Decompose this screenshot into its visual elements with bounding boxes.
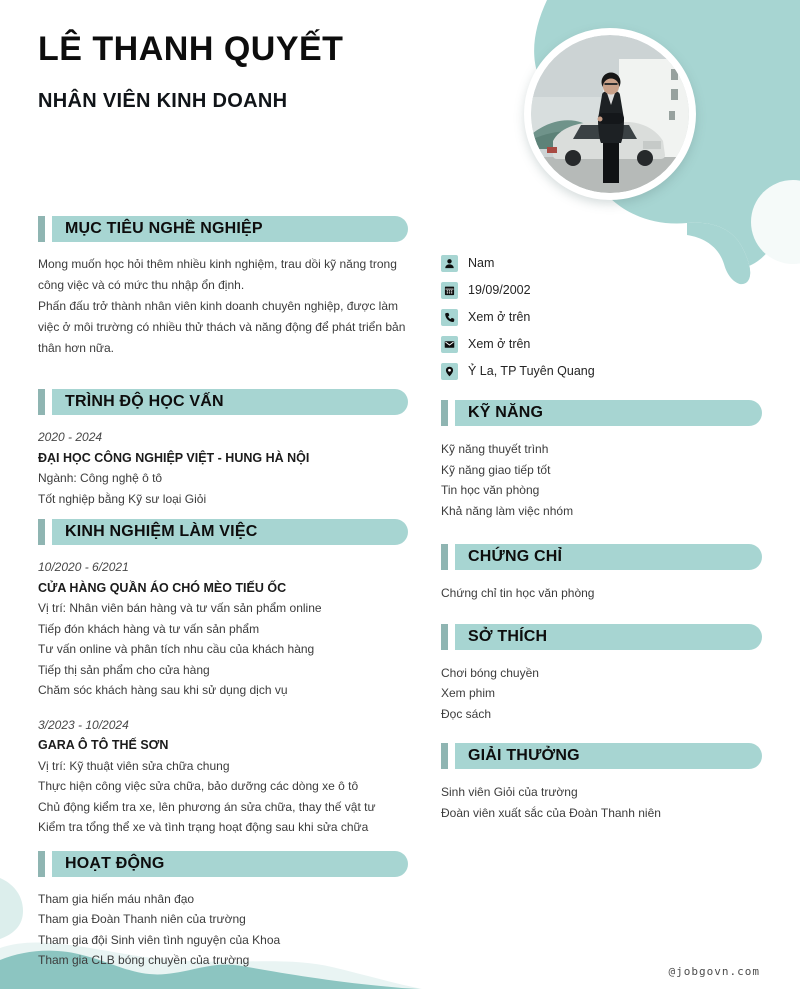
education-period: 2020 - 2024 xyxy=(38,430,103,444)
section-header-awards xyxy=(441,743,762,769)
activity-item: Tham gia đội Sinh viên tình nguyện của Khoa xyxy=(38,932,281,947)
awards-list xyxy=(441,782,762,823)
section-accent-bar xyxy=(38,519,45,545)
candidate-name: LÊ THANH QUYẾT xyxy=(38,30,344,68)
section-title-education: TRÌNH ĐỘ HỌC VẤN xyxy=(52,389,408,415)
section-title-experience: KINH NGHIỆM LÀM VIỆC xyxy=(52,519,408,545)
info-row-address xyxy=(441,363,762,380)
section-header-activities xyxy=(38,851,408,877)
objective-text xyxy=(38,254,408,359)
info-value-birthdate: 19/09/2002 xyxy=(468,283,531,297)
skill-item: Khả năng làm việc nhóm xyxy=(441,503,574,518)
job-detail: Chủ động kiểm tra xe, lên phương án sửa chữa, thay thế vật tư xyxy=(38,799,376,814)
section-header-education xyxy=(38,389,408,415)
section-title-objective: MỤC TIÊU NGHỀ NGHIỆP xyxy=(52,216,408,242)
skill-item: Kỹ năng thuyết trình xyxy=(441,442,549,456)
certificates-list xyxy=(441,583,762,604)
job-detail: Vị trí: Kỹ thuật viên sửa chữa chung xyxy=(38,758,230,773)
award-item: Đoàn viên xuất sắc của Đoàn Thanh niên xyxy=(441,805,661,820)
section-accent-bar xyxy=(441,400,448,426)
calendar-icon xyxy=(441,282,458,299)
activity-item: Tham gia CLB bóng chuyền của trường xyxy=(38,953,250,967)
job-detail: Kiểm tra tổng thể xe và tình trạng hoạt động sau khi sửa chữa xyxy=(38,820,369,834)
activities-list xyxy=(38,889,408,971)
section-accent-bar xyxy=(38,216,45,242)
education-detail: Tốt nghiệp bằng Kỹ sư loại Giỏi xyxy=(38,491,207,506)
section-title-certificates: CHỨNG CHỈ xyxy=(455,544,762,570)
hobby-item: Chơi bóng chuyền xyxy=(441,665,539,680)
skills-list xyxy=(441,439,762,521)
hobby-item: Đọc sách xyxy=(441,706,492,721)
phone-icon xyxy=(441,309,458,326)
award-item: Sinh viên Giỏi của trường xyxy=(441,785,578,799)
info-row-gender xyxy=(441,255,762,272)
section-title-skills: KỸ NĂNG xyxy=(455,400,762,426)
skill-item: Tin học văn phòng xyxy=(441,483,540,497)
person-icon xyxy=(441,255,458,272)
info-row-birthdate xyxy=(441,282,762,299)
certificate-item: Chứng chỉ tin học văn phòng xyxy=(441,586,595,600)
section-header-skills xyxy=(441,400,762,426)
info-row-phone xyxy=(441,309,762,326)
job-company: GARA Ô TÔ THẾ SƠN xyxy=(38,738,169,752)
watermark-text: @jobgovn.com xyxy=(668,965,760,978)
job-entry xyxy=(38,557,408,701)
skill-item: Kỹ năng giao tiếp tốt xyxy=(441,462,551,477)
section-accent-bar xyxy=(441,743,448,769)
info-value-gender: Nam xyxy=(468,256,495,270)
info-value-email: Xem ở trên xyxy=(468,337,531,351)
info-value-phone: Xem ở trên xyxy=(468,310,531,324)
section-title-awards: GIẢI THƯỞNG xyxy=(455,743,762,769)
job-detail: Tiếp thị sản phẩm cho cửa hàng xyxy=(38,662,210,677)
activity-item: Tham gia hiến máu nhân đạo xyxy=(38,891,195,906)
job-company: CỬA HÀNG QUẦN ÁO CHÓ MÈO TIẾU ỐC xyxy=(38,580,287,595)
education-school: ĐẠI HỌC CÔNG NGHIỆP VIỆT - HUNG HÀ NỘI xyxy=(38,450,310,465)
section-accent-bar xyxy=(38,389,45,415)
job-period: 10/2020 - 6/2021 xyxy=(38,560,129,574)
profile-photo xyxy=(524,28,696,200)
job-detail: Tư vấn online và phân tích nhu cầu của khách hàng xyxy=(38,642,315,656)
education-detail: Ngành: Công nghệ ô tô xyxy=(38,471,163,485)
job-entry xyxy=(38,715,408,838)
info-row-email xyxy=(441,336,762,353)
info-value-address: Ỷ La, TP Tuyên Quang xyxy=(468,364,595,378)
section-accent-bar xyxy=(441,624,448,650)
location-icon xyxy=(441,363,458,380)
objective-paragraph: Phấn đấu trở thành nhân viên kinh doanh chuyên nghiệp, được làm việc ở môi trường có nhiều thử thách và năng động để phát triển bản thân hơn nữa. xyxy=(38,299,406,355)
section-header-hobbies xyxy=(441,624,762,650)
profile-photo-image xyxy=(531,35,689,193)
section-title-activities: HOẠT ĐỘNG xyxy=(52,851,408,877)
section-header-experience xyxy=(38,519,408,545)
hobby-item: Xem phim xyxy=(441,686,496,700)
job-detail: Tiếp đón khách hàng và tư vấn sản phẩm xyxy=(38,621,260,636)
left-column xyxy=(38,0,408,971)
objective-paragraph: Mong muốn học hỏi thêm nhiều kinh nghiệm, trau dồi kỹ năng trong công việc và có mức thu nhập ổn định. xyxy=(38,257,397,292)
section-title-hobbies: SỞ THÍCH xyxy=(455,624,762,650)
section-header-certificates xyxy=(441,544,762,570)
job-detail: Thực hiện công việc sửa chữa, bảo dưỡng các dòng xe ô tô xyxy=(38,779,359,793)
job-detail: Vị trí: Nhân viên bán hàng và tư vấn sản phẩm online xyxy=(38,601,322,615)
decor-crescent-left xyxy=(0,878,23,939)
activity-item: Tham gia Đoàn Thanh niên của trường xyxy=(38,912,246,926)
envelope-icon xyxy=(441,336,458,353)
hobbies-list xyxy=(441,663,762,725)
candidate-job-title: NHÂN VIÊN KINH DOANH xyxy=(38,90,288,112)
education-entry xyxy=(38,427,408,509)
right-column xyxy=(441,255,762,823)
section-accent-bar xyxy=(441,544,448,570)
job-detail: Chăm sóc khách hàng sau khi sử dụng dịch vụ xyxy=(38,683,288,697)
section-header-objective xyxy=(38,216,408,242)
section-accent-bar xyxy=(38,851,45,877)
job-period: 3/2023 - 10/2024 xyxy=(38,717,129,732)
